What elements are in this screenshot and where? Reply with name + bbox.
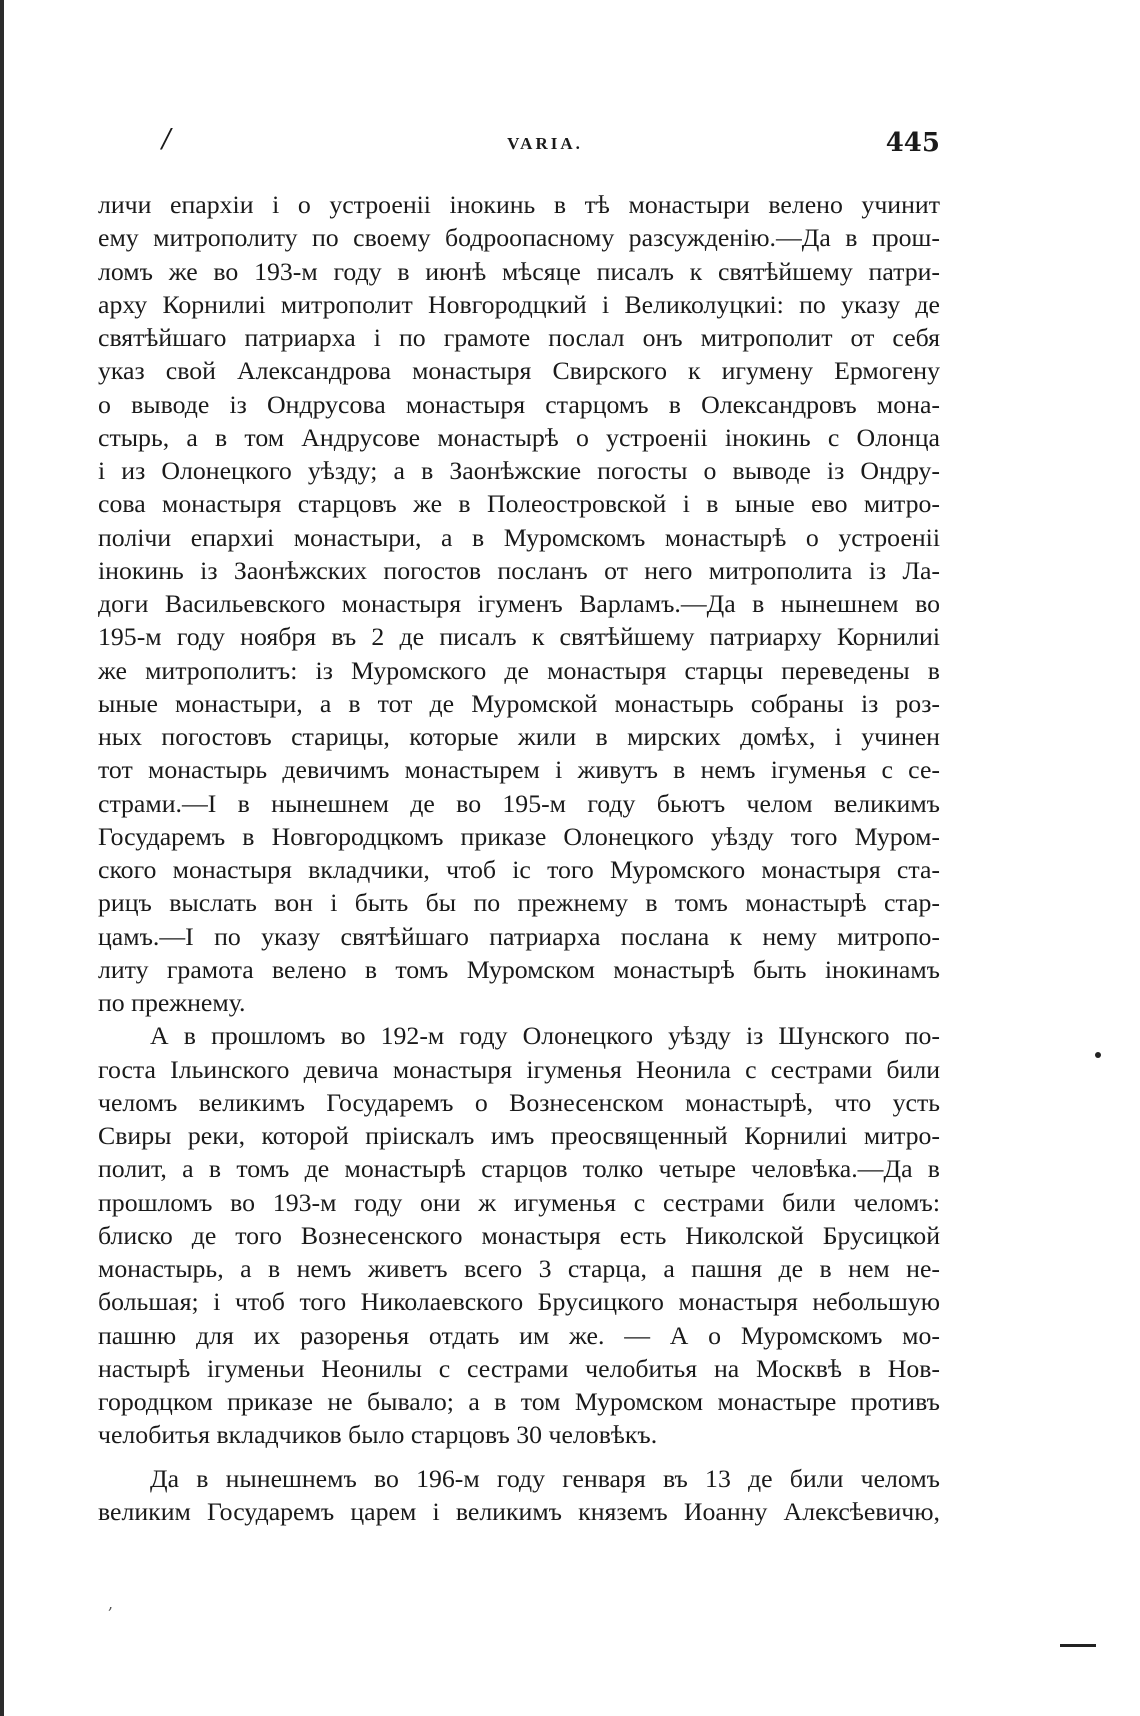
text-line: сова монастыря старцовъ же в Полеостровской і в ыные ево митро- bbox=[98, 489, 940, 519]
page-number: 445 bbox=[885, 128, 940, 158]
text-line: страми.—І в нынешнем де во 195-м году бьютъ челом великимъ bbox=[98, 788, 940, 818]
margin-stroke bbox=[1060, 1644, 1096, 1647]
text-line: городцком приказе не бывало; а в том Муромском монастыре противъ bbox=[98, 1387, 940, 1416]
text-line: прошломъ во 193-м году они ж игуменья с сестрами били челомъ: bbox=[98, 1187, 940, 1217]
text-line: настырѣ ігуменьи Неонилы с сестрами челобитья на Москвѣ в Нов- bbox=[98, 1353, 940, 1383]
text-line: большая; і чтоб того Николаевского Брусицкого монастыря небольшую bbox=[98, 1287, 940, 1317]
text-line: о выводе із Ондрусова монастыря старцомъ в Олександровъ мона- bbox=[98, 389, 940, 419]
text-line: полит, а в томъ де монастырѣ старцов толко четыре человѣка.—Да в bbox=[98, 1154, 940, 1184]
text-line: і из Олонецкого уѣзду; а в Заонѣжские погосты о выводе із Ондру- bbox=[98, 456, 940, 485]
text-line: указ свой Александрова монастыря Свирского к игумену Ермогену bbox=[98, 356, 940, 386]
text-line: челобитья вкладчиков было старцовъ 30 человѣкъ. bbox=[98, 1420, 658, 1450]
text-line: ломъ же во 193-м году в июнѣ мѣсяце писалъ к святѣйшему патри- bbox=[98, 256, 940, 286]
text-line: 195-м году ноября въ 2 де писалъ к святѣйшему патриарху Корнилиі bbox=[98, 622, 940, 652]
text-line: же митрополитъ: із Муромского де монастыря старцы переведены в bbox=[98, 655, 940, 685]
text-line: арху Корнилиі митрополит Новгородцкий і Великолуцкиі: по указу де bbox=[98, 289, 940, 319]
text-line: святѣйшаго патриарха і по грамоте послал онъ митрополит от себя bbox=[98, 323, 940, 352]
text-line: по прежнему. bbox=[98, 988, 246, 1017]
text-line: ему митрополиту по своему бодроопасному разсужденію.—Да в прош- bbox=[98, 223, 940, 253]
text-line: Да в нынешнемъ во 196-м году генваря въ 13 де били челомъ bbox=[150, 1463, 940, 1493]
text-line: великим Государемъ царем і великимъ княземъ Иоанну Алексѣевичю, bbox=[98, 1496, 940, 1526]
margin-dot bbox=[1095, 1052, 1101, 1058]
text-line: личи епархіи і о устроеніі інокинь в тѣ монастыри велено учинит bbox=[98, 190, 940, 219]
text-line: ского монастыря вкладчики, чтоб іс того Муромского монастыря ста- bbox=[98, 855, 940, 884]
running-title: VARIA. bbox=[507, 134, 583, 153]
page-edge bbox=[0, 0, 4, 1716]
text-line: монастырь, а в немъ живетъ всего 3 старца, а пашня де в нем не- bbox=[98, 1254, 940, 1283]
text-line: челомъ великимъ Государемъ о Вознесенском монастырѣ, что усть bbox=[98, 1087, 940, 1117]
text-line: блиско де того Вознесенского монастыря есть Николской Брусицкой bbox=[98, 1220, 940, 1250]
text-line: ыные монастыри, а в тот де Муромской монастырь собраны із роз- bbox=[98, 688, 940, 718]
body-text bbox=[98, 188, 940, 1528]
text-line: Свиры реки, которой пріискалъ имъ преосвященный Корнилиі митро- bbox=[98, 1121, 940, 1150]
text-line: тот монастырь девичимъ монастырем і живутъ в немъ ігуменья с се- bbox=[98, 755, 940, 785]
text-line: госта Ільинского девича монастыря ігуменья Неонила с сестрами били bbox=[98, 1054, 940, 1084]
print-speck: , bbox=[108, 1594, 114, 1613]
text-line: Государемъ в Новгородцкомъ приказе Олонецкого уѣзду того Муром- bbox=[98, 821, 940, 851]
text-line: стырь, а в том Андрусове монастырѣ о устроеніі інокинь с Олонца bbox=[98, 422, 940, 452]
text-line: пашню для их разоренья отдать им же. — А о Муромскомъ мо- bbox=[98, 1320, 940, 1350]
paragraph-gap bbox=[98, 1452, 940, 1462]
header-mark: / bbox=[162, 124, 171, 154]
text-line: литу грамота велено в томъ Муромском монастырѣ быть інокинамъ bbox=[98, 954, 940, 984]
text-line: інокинь із Заонѣжских погостов посланъ от него митрополита із Ла- bbox=[98, 555, 940, 585]
text-line: цамъ.—І по указу святѣйшаго патриарха послана к нему митропо- bbox=[98, 921, 940, 951]
text-line: полічи епархиі монастыри, а в Муромскомъ монастырѣ о устроеніі bbox=[98, 522, 940, 552]
running-header bbox=[150, 124, 940, 168]
text-line: рицъ выслать вон і быть бы по прежнему в томъ монастырѣ стар- bbox=[98, 888, 940, 918]
text-line: А в прошломъ во 192-м году Олонецкого уѣзду із Шунского по- bbox=[150, 1021, 940, 1051]
text-line: доги Васильевского монастыря ігуменъ Варламъ.—Да в нынешнем во bbox=[98, 589, 940, 618]
text-line: ных погостовъ старицы, которые жили в мирских домѣх, і учинен bbox=[98, 722, 940, 751]
